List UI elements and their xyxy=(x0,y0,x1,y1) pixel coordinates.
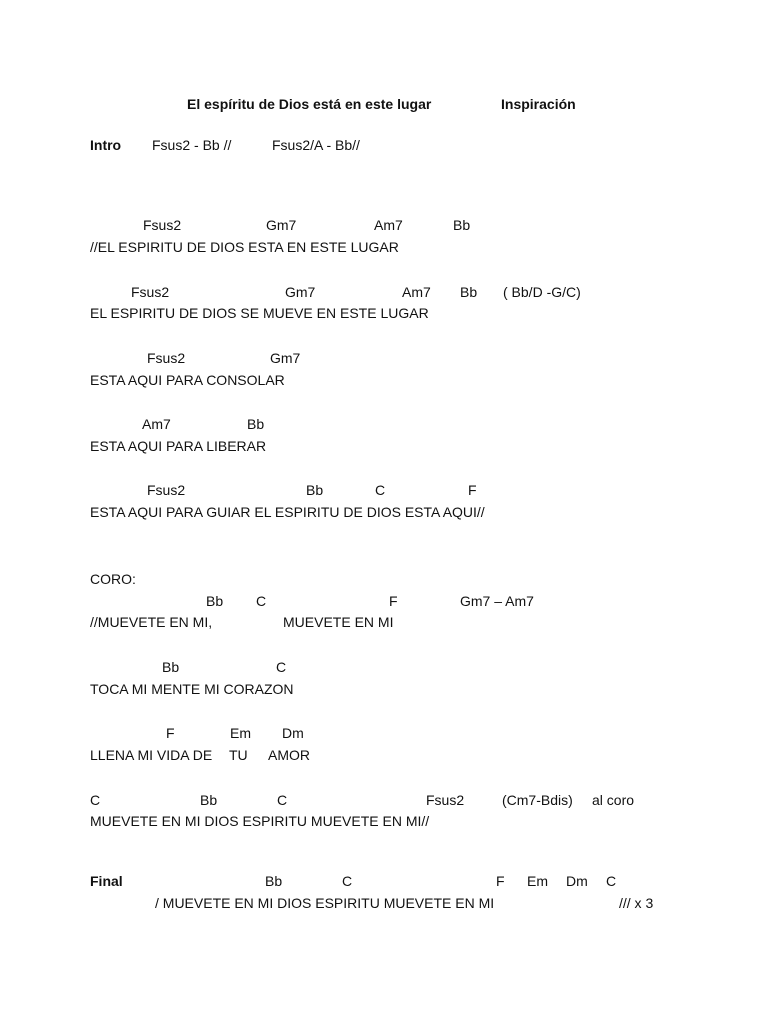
chord: C xyxy=(90,792,101,808)
lyric-line: TOCA MI MENTE MI CORAZON xyxy=(90,681,294,697)
chord: Em xyxy=(230,725,251,741)
chord: Em xyxy=(527,873,548,889)
chord: Bb xyxy=(460,284,478,300)
artist-name: Inspiración xyxy=(501,96,576,112)
lyric-line: TU xyxy=(229,747,248,763)
chord: Fsus2 xyxy=(147,482,186,498)
repeat-marker: /// x 3 xyxy=(619,895,654,911)
chord: Bb xyxy=(162,659,180,675)
chord: Fsus2 xyxy=(426,792,465,808)
lyric-line: EL ESPIRITU DE DIOS SE MUEVE EN ESTE LUGAR xyxy=(90,305,429,321)
chord: Fsus2 xyxy=(143,217,182,233)
chord: Fsus2 xyxy=(131,284,170,300)
lyric-line: AMOR xyxy=(268,747,310,763)
chord: C xyxy=(277,792,288,808)
chord: Bb xyxy=(200,792,218,808)
chord: Am7 xyxy=(402,284,431,300)
lyric-line: LLENA MI VIDA DE xyxy=(90,747,213,763)
intro-label: Intro xyxy=(90,137,122,153)
lyric-line: ESTA AQUI PARA CONSOLAR xyxy=(90,372,285,388)
chord: Bb xyxy=(247,416,265,432)
chord: Gm7 xyxy=(266,217,297,233)
chord: F xyxy=(166,725,175,741)
song-title: El espíritu de Dios está en este lugar xyxy=(187,96,432,112)
chord: Bb xyxy=(306,482,324,498)
lyric-line: MUEVETE EN MI DIOS ESPIRITU MUEVETE EN MI// xyxy=(90,813,430,829)
chord: Dm xyxy=(566,873,588,889)
lyric-line: / MUEVETE EN MI DIOS ESPIRITU MUEVETE EN MI xyxy=(155,895,495,911)
final-label: Final xyxy=(90,873,123,889)
chord: Am7 xyxy=(374,217,403,233)
chord: al coro xyxy=(592,792,635,808)
chord: Am7 xyxy=(142,416,171,432)
chord: Gm7 xyxy=(270,350,301,366)
chord: F xyxy=(496,873,505,889)
coro-label: CORO: xyxy=(90,571,136,587)
chord: Dm xyxy=(282,725,304,741)
chord: C xyxy=(256,593,267,609)
chord: Bb xyxy=(265,873,283,889)
intro-chords-2: Fsus2/A - Bb// xyxy=(272,137,360,153)
chord: C xyxy=(375,482,386,498)
chord: F xyxy=(389,593,398,609)
chord: C xyxy=(606,873,617,889)
chord: Bb xyxy=(453,217,471,233)
lyric-line: ESTA AQUI PARA GUIAR EL ESPIRITU DE DIOS ESTA AQUI// xyxy=(90,504,485,520)
chord: Fsus2 xyxy=(147,350,186,366)
chord: C xyxy=(342,873,353,889)
lyric-line: //EL ESPIRITU DE DIOS ESTA EN ESTE LUGAR xyxy=(90,239,399,255)
chord: (Cm7-Bdis) xyxy=(502,792,573,808)
chord: C xyxy=(276,659,287,675)
lyric-line: //MUEVETE EN MI, xyxy=(90,614,213,630)
chord: F xyxy=(468,482,477,498)
intro-chords-1: Fsus2 - Bb // xyxy=(152,137,232,153)
chord: Gm7 – Am7 xyxy=(460,593,534,609)
chord: ( Bb/D -G/C) xyxy=(503,284,581,300)
lyric-line: MUEVETE EN MI xyxy=(283,614,394,630)
chord: Bb xyxy=(206,593,224,609)
chord: Gm7 xyxy=(285,284,316,300)
lyric-line: ESTA AQUI PARA LIBERAR xyxy=(90,438,267,454)
